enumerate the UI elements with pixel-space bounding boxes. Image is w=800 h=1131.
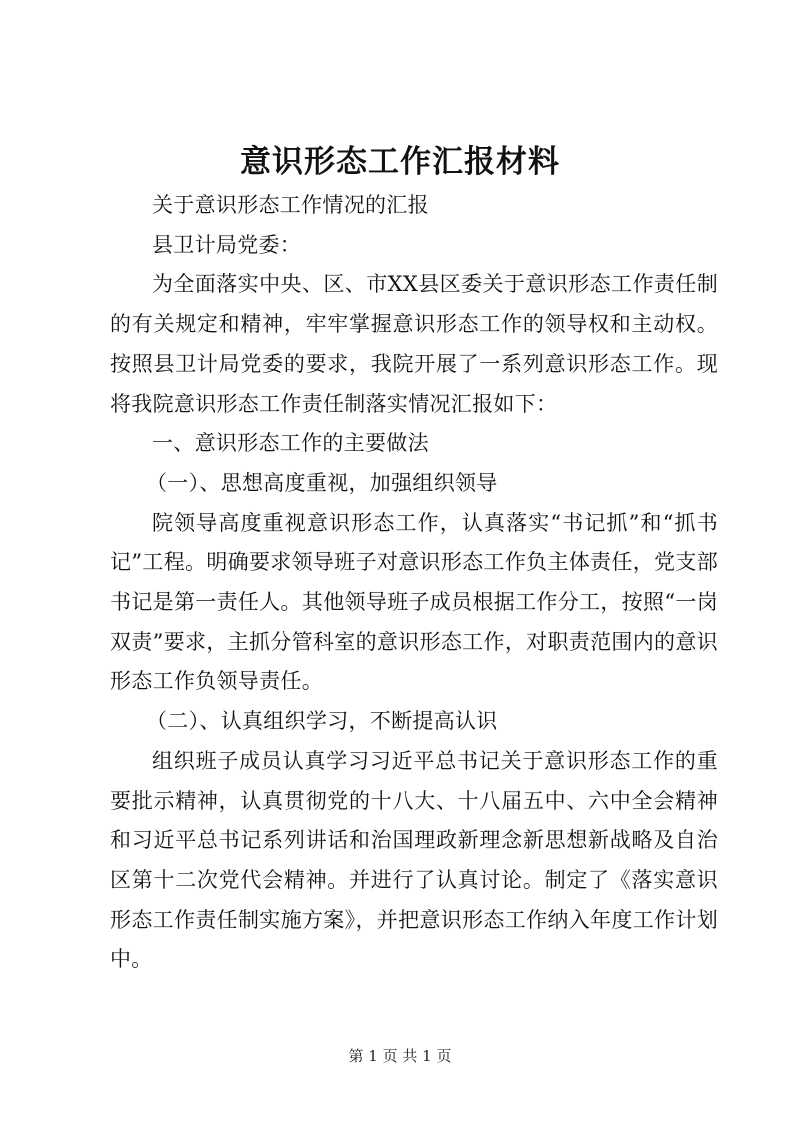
body-paragraph-2: 组织班子成员认真学习习近平总书记关于意识形态工作的重要批示精神，认真贯彻党的十八大、十八届五中、六中全会精神和习近平总书记系列讲话和治国理政新理念新思想新战略及自治区第十二次党代会精神。并进行了认真讨论。制定了《落实意识形态工作责任制实施方案》，并把意识形态工作纳入年度工作计划中。 <box>110 748 718 972</box>
subsection-heading-2: （二）、认真组织学习，不断提高认识 <box>146 709 498 734</box>
page-footer: 第 1 页 共 1 页 <box>348 1047 452 1065</box>
document-body <box>110 186 718 980</box>
intro-paragraph: 为全面落实中央、区、市XX县区委关于意识形态工作责任制的有关规定和精神，牢牢掌握意识形态工作的领导权和主动权。按照县卫计局党委的要求，我院开展了一系列意识形态工作。现将我院意识形态工作责任制落实情况汇报如下： <box>110 272 718 416</box>
subsection-heading-1: （一）、思想高度重视，加强组织领导 <box>146 470 498 495</box>
section-heading-1: 一、意识形态工作的主要做法 <box>152 431 429 456</box>
body-paragraph-1: 院领导高度重视意识形态工作，认真落实“书记抓”和“抓书记”工程。明确要求领导班子对意识形态工作负主体责任，党支部书记是第一责任人。其他领导班子成员根据工作分工，按照“一岗双责”要求，主抓分管科室的意识形态工作，对职责范围内的意识形态工作负领导责任。 <box>110 510 718 694</box>
document-title: 意识形态工作汇报材料 <box>240 144 560 180</box>
report-subtitle: 关于意识形态工作情况的汇报 <box>152 193 429 217</box>
salutation: 县卫计局党委： <box>152 232 302 257</box>
